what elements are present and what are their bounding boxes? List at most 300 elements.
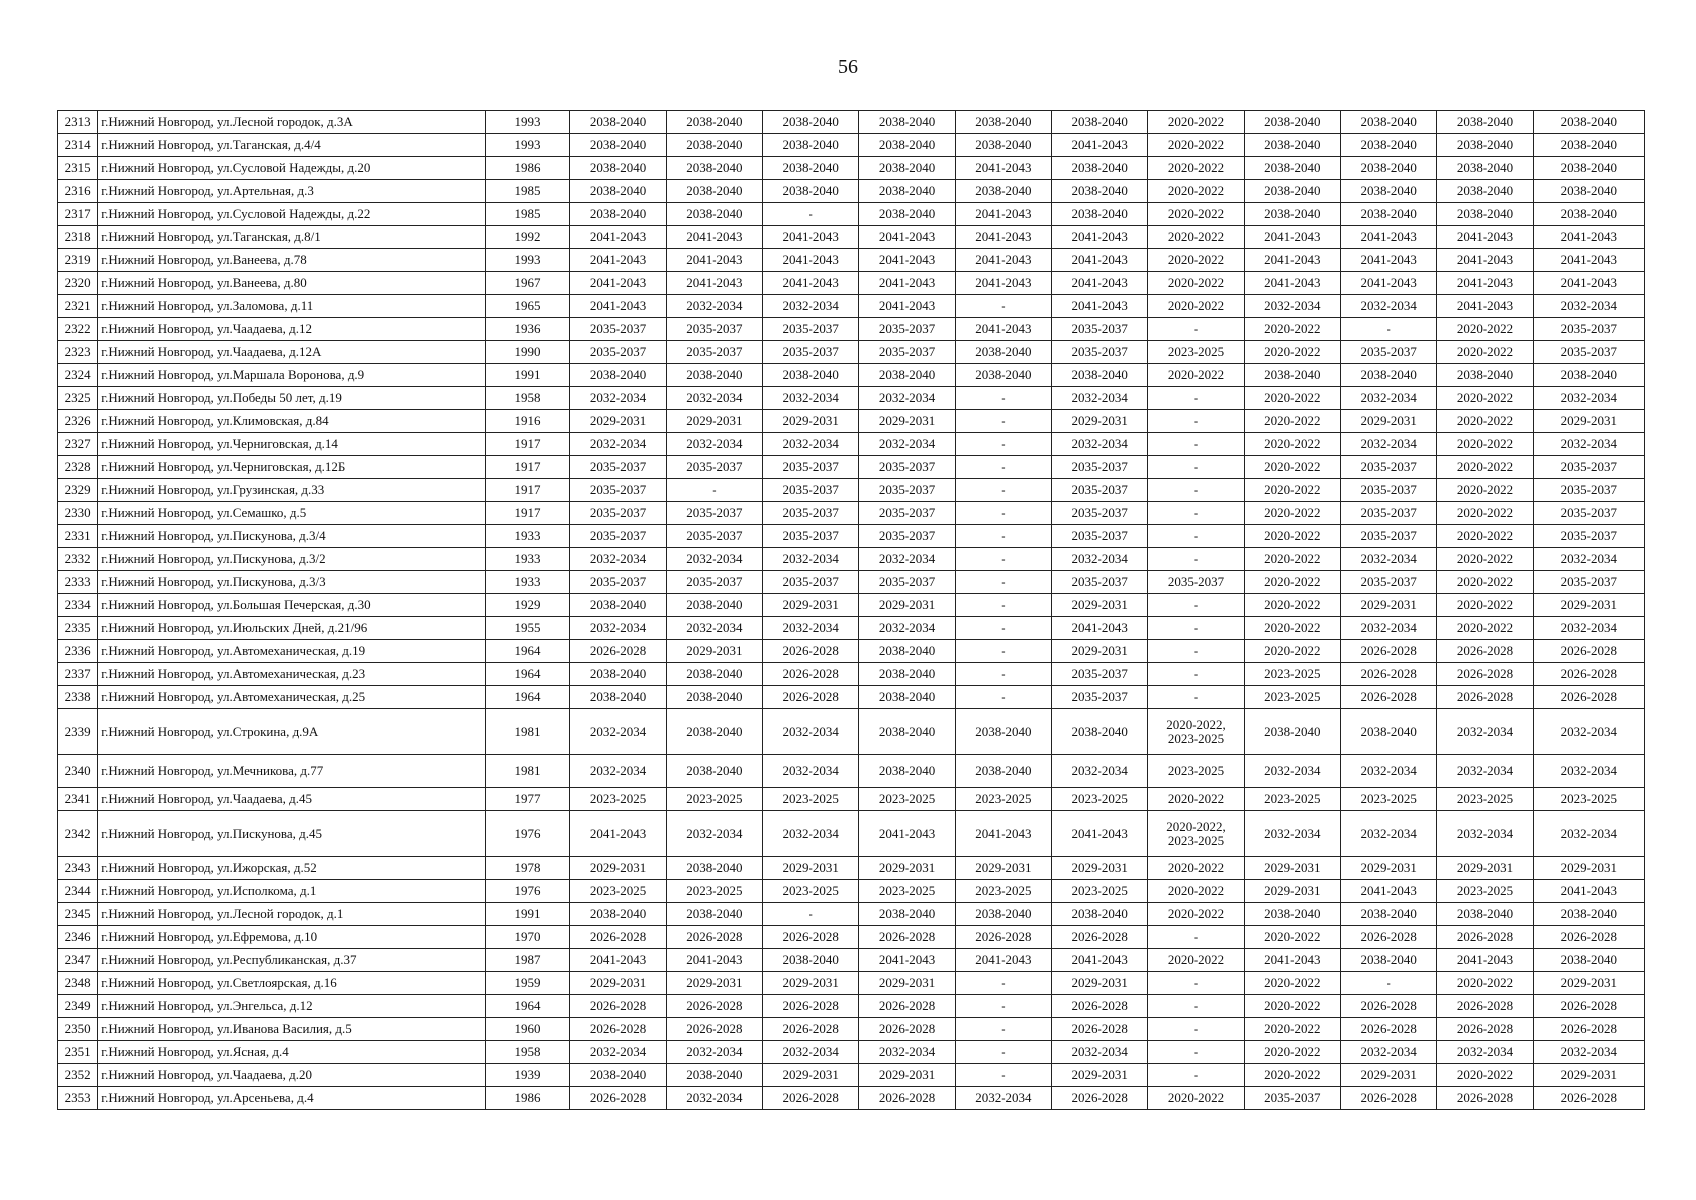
period-cell: 2020-2022 xyxy=(1148,1087,1244,1110)
period-cell: 2038-2040 xyxy=(955,111,1051,134)
period-cell: 2041-2043 xyxy=(1341,272,1437,295)
period-cell: 2029-2031 xyxy=(859,410,955,433)
period-cell: 2041-2043 xyxy=(1052,949,1148,972)
period-cell: 2041-2043 xyxy=(859,249,955,272)
row-number-cell: 2339 xyxy=(58,709,98,755)
period-cell: 2038-2040 xyxy=(955,364,1051,387)
table-row xyxy=(58,180,1645,203)
year-cell: 1917 xyxy=(485,433,570,456)
row-number-cell: 2350 xyxy=(58,1018,98,1041)
period-cell: 2041-2043 xyxy=(955,811,1051,857)
period-cell: 2020-2022, 2023-2025 xyxy=(1148,811,1244,857)
period-cell: 2029-2031 xyxy=(859,857,955,880)
period-cell: 2041-2043 xyxy=(1437,949,1533,972)
period-cell: 2041-2043 xyxy=(570,949,666,972)
table-row xyxy=(58,949,1645,972)
period-cell: 2032-2034 xyxy=(666,617,762,640)
table-row xyxy=(58,364,1645,387)
period-cell: 2026-2028 xyxy=(1437,663,1533,686)
period-cell: 2020-2022 xyxy=(1437,410,1533,433)
period-cell: 2026-2028 xyxy=(763,1018,859,1041)
row-number-cell: 2343 xyxy=(58,857,98,880)
period-cell: 2026-2028 xyxy=(1437,640,1533,663)
row-number-cell: 2329 xyxy=(58,479,98,502)
period-cell: 2038-2040 xyxy=(666,1064,762,1087)
row-number-cell: 2338 xyxy=(58,686,98,709)
year-cell: 1986 xyxy=(485,157,570,180)
period-cell: 2038-2040 xyxy=(1437,903,1533,926)
table-body xyxy=(58,111,1645,1110)
period-cell: - xyxy=(1148,456,1244,479)
period-cell: 2038-2040 xyxy=(1437,180,1533,203)
period-cell: 2032-2034 xyxy=(570,617,666,640)
period-cell: - xyxy=(955,502,1051,525)
row-number-cell: 2349 xyxy=(58,995,98,1018)
address-cell: г.Нижний Новгород, ул.Артельная, д.3 xyxy=(98,180,485,203)
period-cell: 2035-2037 xyxy=(1341,571,1437,594)
period-cell: 2035-2037 xyxy=(666,456,762,479)
period-cell: 2032-2034 xyxy=(1341,433,1437,456)
period-cell: - xyxy=(1148,926,1244,949)
period-cell: 2029-2031 xyxy=(859,594,955,617)
year-cell: 1970 xyxy=(485,926,570,949)
address-cell: г.Нижний Новгород, ул.Исполкома, д.1 xyxy=(98,880,485,903)
year-cell: 1933 xyxy=(485,571,570,594)
period-cell: 2032-2034 xyxy=(666,295,762,318)
period-cell: 2035-2037 xyxy=(763,479,859,502)
period-cell: - xyxy=(1148,972,1244,995)
period-cell: 2041-2043 xyxy=(1437,226,1533,249)
period-cell: 2038-2040 xyxy=(570,1064,666,1087)
address-cell: г.Нижний Новгород, ул.Ванеева, д.78 xyxy=(98,249,485,272)
period-cell: 2032-2034 xyxy=(763,387,859,410)
period-cell: 2023-2025 xyxy=(570,880,666,903)
period-cell: 2023-2025 xyxy=(1533,788,1644,811)
address-cell: г.Нижний Новгород, ул.Пискунова, д.45 xyxy=(98,811,485,857)
row-number-cell: 2340 xyxy=(58,755,98,788)
period-cell: 2041-2043 xyxy=(1437,272,1533,295)
period-cell: 2032-2034 xyxy=(666,433,762,456)
period-cell: 2035-2037 xyxy=(666,502,762,525)
table-row xyxy=(58,111,1645,134)
year-cell: 1917 xyxy=(485,502,570,525)
period-cell: 2041-2043 xyxy=(859,272,955,295)
address-cell: г.Нижний Новгород, ул.Ванеева, д.80 xyxy=(98,272,485,295)
period-cell: 2026-2028 xyxy=(1052,1087,1148,1110)
address-cell: г.Нижний Новгород, ул.Заломова, д.11 xyxy=(98,295,485,318)
row-number-cell: 2317 xyxy=(58,203,98,226)
period-cell: - xyxy=(955,686,1051,709)
period-cell: 2020-2022 xyxy=(1148,272,1244,295)
period-cell: 2026-2028 xyxy=(570,640,666,663)
period-cell: 2035-2037 xyxy=(1052,318,1148,341)
period-cell: 2032-2034 xyxy=(955,1087,1051,1110)
year-cell: 1939 xyxy=(485,1064,570,1087)
table-row xyxy=(58,594,1645,617)
period-cell: 2020-2022 xyxy=(1148,249,1244,272)
period-cell: 2023-2025 xyxy=(1052,788,1148,811)
period-cell: 2041-2043 xyxy=(1533,272,1644,295)
period-cell: 2032-2034 xyxy=(1052,755,1148,788)
period-cell: - xyxy=(955,479,1051,502)
period-cell: 2026-2028 xyxy=(1341,1087,1437,1110)
row-number-cell: 2328 xyxy=(58,456,98,479)
table-row xyxy=(58,525,1645,548)
year-cell: 1958 xyxy=(485,387,570,410)
period-cell: 2038-2040 xyxy=(570,903,666,926)
period-cell: 2023-2025 xyxy=(955,880,1051,903)
period-cell: 2029-2031 xyxy=(1052,857,1148,880)
period-cell: 2020-2022 xyxy=(1437,571,1533,594)
period-cell: 2038-2040 xyxy=(859,111,955,134)
period-cell: 2020-2022 xyxy=(1437,318,1533,341)
address-cell: г.Нижний Новгород, ул.Победы 50 лет, д.19 xyxy=(98,387,485,410)
period-cell: 2020-2022 xyxy=(1148,157,1244,180)
period-cell: 2038-2040 xyxy=(955,180,1051,203)
address-cell: г.Нижний Новгород, ул.Семашко, д.5 xyxy=(98,502,485,525)
period-cell: 2029-2031 xyxy=(1052,594,1148,617)
period-cell: 2026-2028 xyxy=(1533,1018,1644,1041)
row-number-cell: 2314 xyxy=(58,134,98,157)
row-number-cell: 2341 xyxy=(58,788,98,811)
period-cell: 2038-2040 xyxy=(1341,709,1437,755)
row-number-cell: 2345 xyxy=(58,903,98,926)
period-cell: 2023-2025 xyxy=(1052,880,1148,903)
period-cell: 2023-2025 xyxy=(859,788,955,811)
period-cell: 2020-2022 xyxy=(1244,502,1340,525)
period-cell: - xyxy=(955,663,1051,686)
period-cell: 2038-2040 xyxy=(1052,364,1148,387)
row-number-cell: 2334 xyxy=(58,594,98,617)
period-cell: 2020-2022 xyxy=(1148,295,1244,318)
year-cell: 1991 xyxy=(485,903,570,926)
period-cell: 2029-2031 xyxy=(1052,640,1148,663)
period-cell: 2041-2043 xyxy=(1052,617,1148,640)
table-row xyxy=(58,709,1645,755)
period-cell: 2035-2037 xyxy=(570,341,666,364)
period-cell: 2035-2037 xyxy=(1244,1087,1340,1110)
period-cell: 2020-2022 xyxy=(1437,972,1533,995)
period-cell: 2026-2028 xyxy=(1341,1018,1437,1041)
address-cell: г.Нижний Новгород, ул.Автомеханическая, д.19 xyxy=(98,640,485,663)
period-cell: - xyxy=(955,571,1051,594)
table-row xyxy=(58,811,1645,857)
year-cell: 1993 xyxy=(485,111,570,134)
period-cell: 2032-2034 xyxy=(1341,1041,1437,1064)
period-cell: 2032-2034 xyxy=(1244,755,1340,788)
period-cell: 2035-2037 xyxy=(1052,525,1148,548)
period-cell: 2038-2040 xyxy=(570,111,666,134)
period-cell: - xyxy=(955,525,1051,548)
period-cell: 2020-2022 xyxy=(1148,203,1244,226)
period-cell: 2035-2037 xyxy=(1341,456,1437,479)
period-cell: 2041-2043 xyxy=(1052,134,1148,157)
period-cell: 2032-2034 xyxy=(859,548,955,571)
table-row xyxy=(58,995,1645,1018)
period-cell: 2029-2031 xyxy=(1244,880,1340,903)
year-cell: 1992 xyxy=(485,226,570,249)
period-cell: 2038-2040 xyxy=(763,180,859,203)
row-number-cell: 2315 xyxy=(58,157,98,180)
period-cell: 2026-2028 xyxy=(1052,926,1148,949)
period-cell: - xyxy=(955,410,1051,433)
period-cell: 2038-2040 xyxy=(1052,903,1148,926)
period-cell: 2023-2025 xyxy=(1244,686,1340,709)
row-number-cell: 2336 xyxy=(58,640,98,663)
period-cell: 2041-2043 xyxy=(570,249,666,272)
period-cell: 2035-2037 xyxy=(1341,502,1437,525)
table-row xyxy=(58,249,1645,272)
table-row xyxy=(58,295,1645,318)
period-cell: 2026-2028 xyxy=(1341,995,1437,1018)
table-row xyxy=(58,410,1645,433)
period-cell: - xyxy=(955,456,1051,479)
address-cell: г.Нижний Новгород, ул.Ясная, д.4 xyxy=(98,1041,485,1064)
period-cell: - xyxy=(1148,318,1244,341)
period-cell: 2035-2037 xyxy=(666,318,762,341)
period-cell: 2032-2034 xyxy=(1533,433,1644,456)
period-cell: 2026-2028 xyxy=(1052,1018,1148,1041)
period-cell: 2038-2040 xyxy=(1244,157,1340,180)
address-cell: г.Нижний Новгород, ул.Ижорская, д.52 xyxy=(98,857,485,880)
period-cell: 2038-2040 xyxy=(1533,134,1644,157)
period-cell: 2038-2040 xyxy=(1244,134,1340,157)
period-cell: 2032-2034 xyxy=(666,1087,762,1110)
period-cell: - xyxy=(1341,972,1437,995)
period-cell: 2029-2031 xyxy=(1437,857,1533,880)
period-cell: - xyxy=(1148,410,1244,433)
address-cell: г.Нижний Новгород, ул.Пискунова, д.3/2 xyxy=(98,548,485,571)
period-cell: 2041-2043 xyxy=(955,249,1051,272)
period-cell: 2029-2031 xyxy=(1244,857,1340,880)
period-cell: 2032-2034 xyxy=(859,433,955,456)
period-cell: 2032-2034 xyxy=(1437,709,1533,755)
period-cell: 2038-2040 xyxy=(763,949,859,972)
period-cell: 2020-2022, 2023-2025 xyxy=(1148,709,1244,755)
year-cell: 1964 xyxy=(485,640,570,663)
period-cell: 2026-2028 xyxy=(1533,640,1644,663)
period-cell: 2026-2028 xyxy=(1533,686,1644,709)
period-cell: 2038-2040 xyxy=(1533,903,1644,926)
row-number-cell: 2313 xyxy=(58,111,98,134)
table-row xyxy=(58,502,1645,525)
period-cell: 2041-2043 xyxy=(1341,226,1437,249)
period-cell: 2020-2022 xyxy=(1437,502,1533,525)
period-cell: - xyxy=(955,1041,1051,1064)
period-cell: 2038-2040 xyxy=(570,134,666,157)
period-cell: 2041-2043 xyxy=(1052,811,1148,857)
year-cell: 1955 xyxy=(485,617,570,640)
period-cell: - xyxy=(955,387,1051,410)
period-cell: - xyxy=(1148,640,1244,663)
period-cell: 2020-2022 xyxy=(1244,456,1340,479)
period-cell: 2020-2022 xyxy=(1244,525,1340,548)
period-cell: 2020-2022 xyxy=(1148,134,1244,157)
period-cell: 2035-2037 xyxy=(859,479,955,502)
year-cell: 1933 xyxy=(485,548,570,571)
period-cell: 2041-2043 xyxy=(1533,226,1644,249)
period-cell: 2035-2037 xyxy=(1341,479,1437,502)
period-cell: 2038-2040 xyxy=(666,755,762,788)
table-row xyxy=(58,972,1645,995)
period-cell: 2041-2043 xyxy=(1244,949,1340,972)
period-cell: - xyxy=(955,1018,1051,1041)
period-cell: 2038-2040 xyxy=(666,364,762,387)
period-cell: 2026-2028 xyxy=(763,1087,859,1110)
period-cell: 2041-2043 xyxy=(763,249,859,272)
period-cell: 2032-2034 xyxy=(1341,295,1437,318)
period-cell: - xyxy=(1148,686,1244,709)
period-cell: 2038-2040 xyxy=(859,180,955,203)
address-cell: г.Нижний Новгород, ул.Арсеньева, д.4 xyxy=(98,1087,485,1110)
period-cell: - xyxy=(763,203,859,226)
address-cell: г.Нижний Новгород, ул.Ефремова, д.10 xyxy=(98,926,485,949)
period-cell: 2035-2037 xyxy=(1341,525,1437,548)
address-cell: г.Нижний Новгород, ул.Автомеханическая, д.23 xyxy=(98,663,485,686)
period-cell: 2029-2031 xyxy=(570,857,666,880)
period-cell: 2020-2022 xyxy=(1244,995,1340,1018)
period-cell: 2035-2037 xyxy=(763,502,859,525)
table-row xyxy=(58,479,1645,502)
period-cell: 2041-2043 xyxy=(570,811,666,857)
period-cell: 2020-2022 xyxy=(1244,341,1340,364)
period-cell: 2038-2040 xyxy=(1341,180,1437,203)
period-cell: 2038-2040 xyxy=(955,755,1051,788)
period-cell: 2029-2031 xyxy=(1341,594,1437,617)
period-cell: 2032-2034 xyxy=(666,387,762,410)
period-cell: 2026-2028 xyxy=(570,995,666,1018)
year-cell: 1964 xyxy=(485,663,570,686)
period-cell: 2032-2034 xyxy=(763,755,859,788)
period-cell: 2032-2034 xyxy=(763,1041,859,1064)
period-cell: 2041-2043 xyxy=(955,226,1051,249)
period-cell: 2038-2040 xyxy=(955,134,1051,157)
period-cell: 2020-2022 xyxy=(1244,1018,1340,1041)
year-cell: 1959 xyxy=(485,972,570,995)
period-cell: 2041-2043 xyxy=(1341,249,1437,272)
page-number: 56 xyxy=(838,56,858,78)
period-cell: 2038-2040 xyxy=(570,686,666,709)
period-cell: 2029-2031 xyxy=(955,857,1051,880)
period-cell: 2035-2037 xyxy=(1533,456,1644,479)
period-cell: 2026-2028 xyxy=(570,1087,666,1110)
period-cell: 2020-2022 xyxy=(1244,1041,1340,1064)
year-cell: 1993 xyxy=(485,134,570,157)
period-cell: 2038-2040 xyxy=(955,709,1051,755)
period-cell: - xyxy=(1148,617,1244,640)
row-number-cell: 2333 xyxy=(58,571,98,594)
period-cell: 2035-2037 xyxy=(859,571,955,594)
period-cell: 2026-2028 xyxy=(1437,1018,1533,1041)
period-cell: - xyxy=(763,903,859,926)
period-cell: 2032-2034 xyxy=(1052,1041,1148,1064)
period-cell: 2032-2034 xyxy=(570,709,666,755)
address-cell: г.Нижний Новгород, ул.Черниговская, д.12Б xyxy=(98,456,485,479)
period-cell: 2032-2034 xyxy=(1437,811,1533,857)
period-cell: 2026-2028 xyxy=(1533,1087,1644,1110)
period-cell: 2035-2037 xyxy=(570,525,666,548)
period-cell: 2020-2022 xyxy=(1244,479,1340,502)
period-cell: 2032-2034 xyxy=(859,1041,955,1064)
period-cell: 2032-2034 xyxy=(666,548,762,571)
period-cell: 2035-2037 xyxy=(763,318,859,341)
period-cell: 2020-2022 xyxy=(1437,387,1533,410)
period-cell: 2035-2037 xyxy=(1533,318,1644,341)
period-cell: 2020-2022 xyxy=(1437,525,1533,548)
period-cell: 2029-2031 xyxy=(1052,1064,1148,1087)
table-row xyxy=(58,318,1645,341)
period-cell: 2038-2040 xyxy=(1437,364,1533,387)
period-cell: 2038-2040 xyxy=(859,157,955,180)
address-cell: г.Нижний Новгород, ул.Энгельса, д.12 xyxy=(98,995,485,1018)
row-number-cell: 2331 xyxy=(58,525,98,548)
address-cell: г.Нижний Новгород, ул.Чаадаева, д.12А xyxy=(98,341,485,364)
period-cell: 2038-2040 xyxy=(1533,364,1644,387)
period-cell: 2029-2031 xyxy=(1341,1064,1437,1087)
period-cell: 2041-2043 xyxy=(1437,249,1533,272)
address-cell: г.Нижний Новгород, ул.Сусловой Надежды, д.22 xyxy=(98,203,485,226)
period-cell: - xyxy=(1148,525,1244,548)
year-cell: 1967 xyxy=(485,272,570,295)
period-cell: 2038-2040 xyxy=(859,134,955,157)
period-cell: 2038-2040 xyxy=(763,364,859,387)
address-cell: г.Нижний Новгород, ул.Черниговская, д.14 xyxy=(98,433,485,456)
table-row xyxy=(58,617,1645,640)
period-cell: 2020-2022 xyxy=(1244,594,1340,617)
period-cell: 2026-2028 xyxy=(666,995,762,1018)
period-cell: 2038-2040 xyxy=(859,364,955,387)
period-cell: 2029-2031 xyxy=(666,640,762,663)
period-cell: 2026-2028 xyxy=(763,686,859,709)
period-cell: 2032-2034 xyxy=(1437,1041,1533,1064)
table-row xyxy=(58,926,1645,949)
period-cell: 2041-2043 xyxy=(1244,226,1340,249)
period-cell: 2026-2028 xyxy=(1533,995,1644,1018)
period-cell: 2032-2034 xyxy=(1341,617,1437,640)
period-cell: 2035-2037 xyxy=(570,479,666,502)
period-cell: 2023-2025 xyxy=(955,788,1051,811)
period-cell: 2026-2028 xyxy=(570,1018,666,1041)
period-cell: 2041-2043 xyxy=(666,272,762,295)
period-cell: 2020-2022 xyxy=(1437,456,1533,479)
period-cell: 2026-2028 xyxy=(1052,995,1148,1018)
period-cell: 2020-2022 xyxy=(1148,880,1244,903)
period-cell: - xyxy=(1148,1064,1244,1087)
period-cell: 2038-2040 xyxy=(1341,949,1437,972)
period-cell: 2029-2031 xyxy=(666,972,762,995)
period-cell: 2032-2034 xyxy=(763,295,859,318)
period-cell: 2038-2040 xyxy=(1437,203,1533,226)
address-cell: г.Нижний Новгород, ул.Республиканская, д.37 xyxy=(98,949,485,972)
address-cell: г.Нижний Новгород, ул.Климовская, д.84 xyxy=(98,410,485,433)
period-cell: - xyxy=(955,617,1051,640)
row-number-cell: 2321 xyxy=(58,295,98,318)
period-cell: 2035-2037 xyxy=(570,456,666,479)
row-number-cell: 2335 xyxy=(58,617,98,640)
address-cell: г.Нижний Новгород, ул.Большая Печерская, д.30 xyxy=(98,594,485,617)
address-cell: г.Нижний Новгород, ул.Грузинская, д.33 xyxy=(98,479,485,502)
period-cell: - xyxy=(1148,995,1244,1018)
period-cell: 2020-2022 xyxy=(1148,949,1244,972)
period-cell: 2023-2025 xyxy=(1148,341,1244,364)
row-number-cell: 2325 xyxy=(58,387,98,410)
period-cell: 2035-2037 xyxy=(763,571,859,594)
period-cell: 2038-2040 xyxy=(859,903,955,926)
period-cell: - xyxy=(955,995,1051,1018)
period-cell: - xyxy=(1148,502,1244,525)
period-cell: 2026-2028 xyxy=(1341,663,1437,686)
period-cell: 2026-2028 xyxy=(1341,640,1437,663)
